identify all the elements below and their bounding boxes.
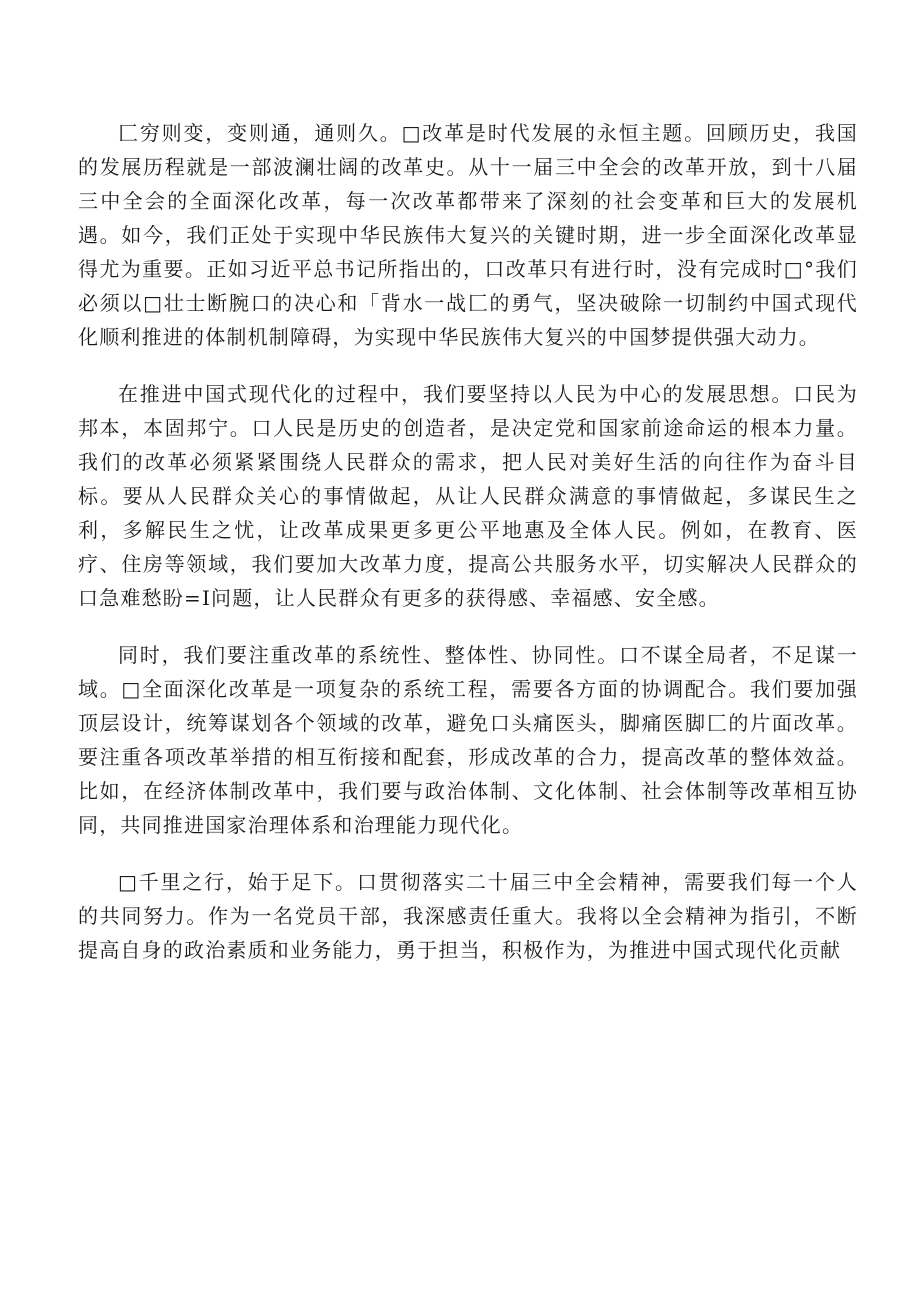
paragraph-1: 匚穷则变，变则通，通则久。□改革是时代发展的永恒主题。回顾历史，我国的发展历程就是一部波澜壮阔的改革史。从十一届三中全会的改革开放，到十八届三中全会的全面深化改革，每一次改革都带来了深刻的社会变革和巨大的发展机遇。如今，我们正处于实现中华民族伟大复兴的关键时期，进一步全面深化改革显得尤为重要。正如习近平总书记所指出的，口改革只有进行时，没有完成时□°我们必须以□壮士断腕口的决心和「背水一战匚的勇气，坚决破除一切制约中国式现代化顺利推进的体制机制障碍，为实现中华民族伟大复兴的中国梦提供强大动力。 bbox=[78, 121, 858, 349]
document-body bbox=[78, 116, 858, 990]
paragraph-4: □千里之行，始于足下。口贯彻落实二十届三中全会精神，需要我们每一个人的共同努力。作为一名党员干部，我深感责任重大。我将以全会精神为指引，不断提高自身的政治素质和业务能力，勇于担当，积极作为，为推进中国式现代化贡献 bbox=[78, 870, 858, 962]
paragraph-2: 在推进中国式现代化的过程中，我们要坚持以人民为中心的发展思想。口民为邦本，本固邦宁。口人民是历史的创造者，是决定党和国家前途命运的根本力量。我们的改革必须紧紧围绕人民群众的需求，把人民对美好生活的向往作为奋斗目标。要从人民群众关心的事情做起，从让人民群众满意的事情做起，多谋民生之利，多解民生之忧，让改革成果更多更公平地惠及全体人民。例如，在教育、医疗、住房等领域，我们要加大改革力度，提高公共服务水平，切实解决人民群众的口急难愁盼=I问题，让人民群众有更多的获得感、幸福感、安全感。 bbox=[78, 382, 858, 610]
paragraph-3: 同时，我们要注重改革的系统性、整体性、协同性。口不谋全局者，不足谋一域。□全面深化改革是一项复杂的系统工程，需要各方面的协调配合。我们要加强顶层设计，统筹谋划各个领域的改革，避免口头痛医头，脚痛医脚匚的片面改革。要注重各项改革举措的相互衔接和配套，形成改革的合力，提高改革的整体效益。比如，在经济体制改革中，我们要与政治体制、文化体制、社会体制等改革相互协同，共同推进国家治理体系和治理能力现代化。 bbox=[78, 643, 858, 837]
